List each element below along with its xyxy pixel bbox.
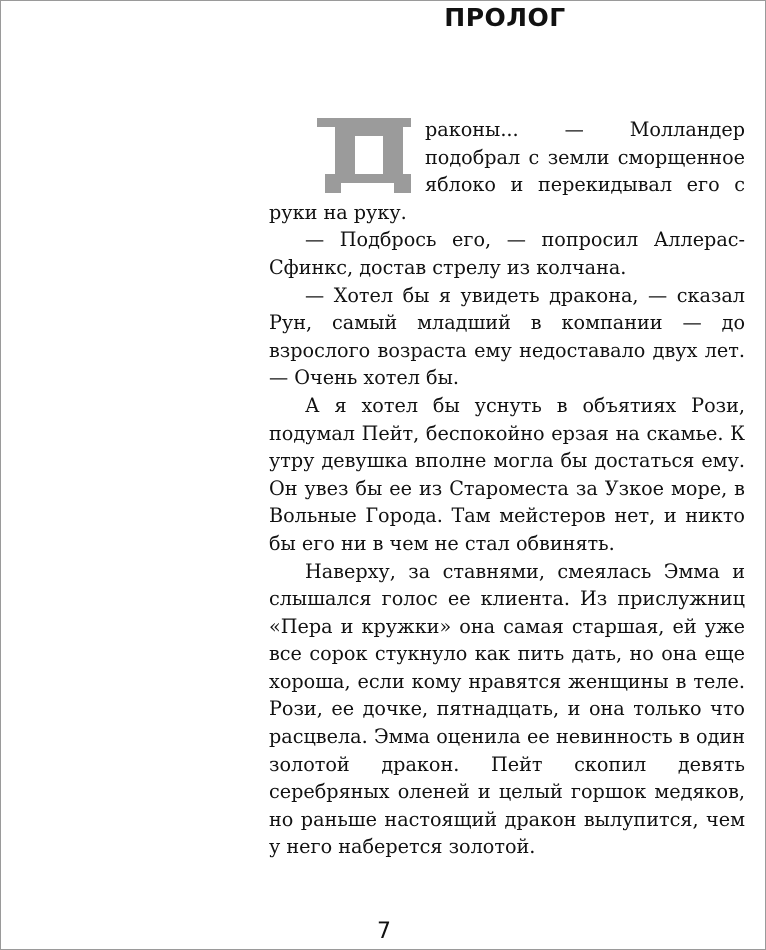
drop-cap-letter-shape	[317, 118, 411, 193]
paragraph-1-text: раконы... — Молландер подобрал с земли сморщенное яблоко и перекидывал его с руки на руку.	[269, 118, 745, 224]
paragraph-2: — Подбрось его, — попросил Аллерас-Сфинкс, достав стрелу из колчана.	[269, 228, 745, 279]
body-text	[269, 116, 745, 861]
paragraph-5: Наверху, за ставнями, смеялась Эмма и слышался голос ее клиента. Из прислужниц «Пера и кружки» она самая старшая, ей уже все сорок стукнуло как пить дать, но она еще хороша, если кому нравятся женщины в теле. Рози, ее дочке, пятнадцать, и она только что расцвела. Эмма оценила ее невинность в один золотой дракон. Пейт скопил девять серебряных оленей и целый горшок медяков, но раньше настоящий дракон вылупится, чем у него наберется золотой.	[269, 559, 745, 859]
paragraph-4: А я хотел бы уснуть в объятиях Рози, подумал Пейт, беспокойно ерзая на скамье. К утру девушка вполне могла бы достаться ему. Он увез бы ее из Староместа за Узкое море, в Вольные Города. Там мейстеров нет, и никто бы его ни в чем не стал обвинять.	[269, 393, 745, 555]
paragraph-3: — Хотел бы я увидеть дракона, — сказал Рун, самый младший в компании — до взрослого возраста ему недоставало двух лет. — Очень хотел бы.	[269, 283, 745, 390]
paragraph-1	[269, 116, 745, 226]
page-number: 7	[377, 919, 391, 944]
chapter-title: ПРОЛОГ	[444, 3, 566, 32]
drop-cap	[317, 118, 411, 193]
